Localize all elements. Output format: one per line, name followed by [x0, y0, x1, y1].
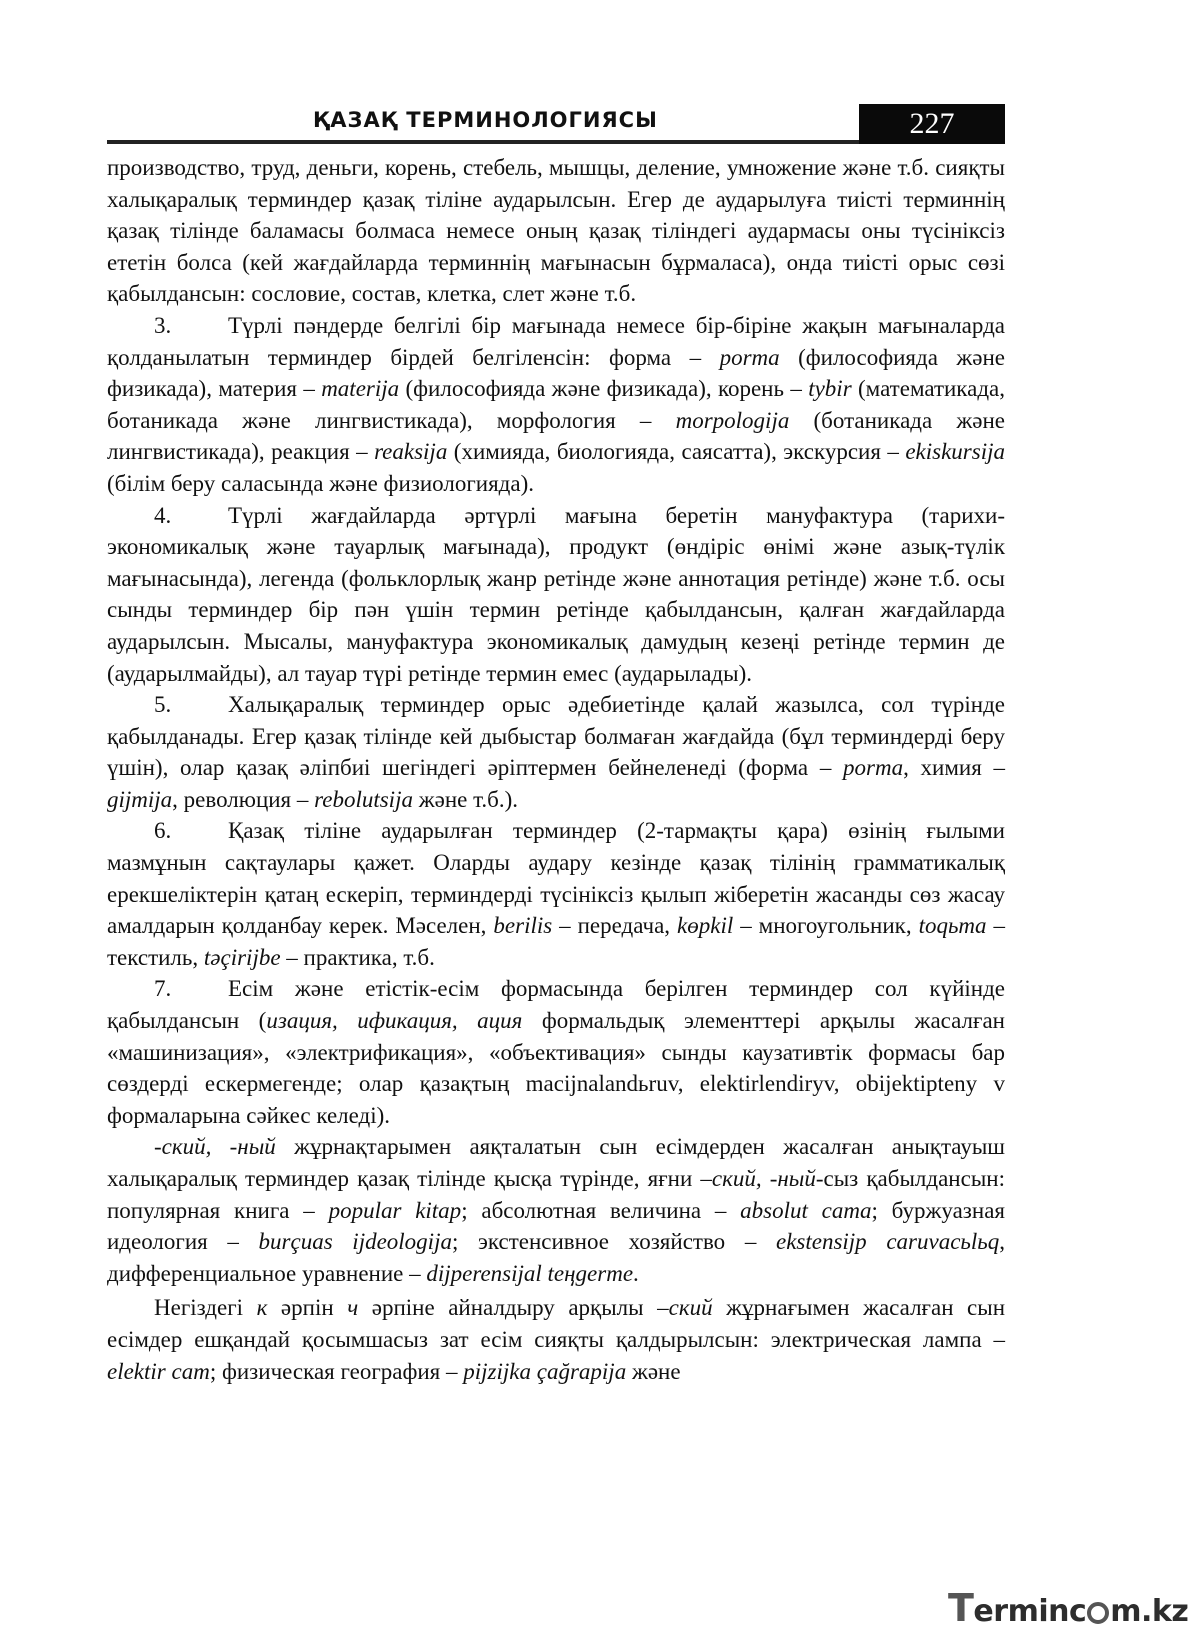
body-text — [107, 152, 1005, 1387]
paragraph-letter-rule: Негіздегі к әрпін ч әрпіне айналдыру арқылы –ский жұрнағымен жасалған сын есімдер ешқандай қосымшасыз зат есім сияқты қалдырылсын: электрическая лампа – elektir cam; физическая география – pijzijka çağrapija және — [107, 1295, 1006, 1384]
site-watermark: Terminc m.kz — [948, 1586, 1188, 1630]
item-number: 3. — [154, 312, 172, 338]
paragraph-continued: производство, труд, деньги, корень, стебель, мышцы, деление, умножение және т.б. сияқты халықаралық терминдер қазақ тіліне аударылсын. Егер де аударылуға тиісті терминнің қазақ тілінде баламасы болмаса немесе оның қазақ тіліндегі аудармасы оны түсініксіз ететін болса (кей жағдайларда терминнің мағынасын бұрмаласа), онда тиісті орыс сөзі қабылдансын: сословие, состав, клетка, слет және т.б. — [107, 155, 1005, 307]
paragraph-item-5: 5. Халықаралық терминдер орыс әдебиетінде қалай жазылса, сол түрінде қабылданады. Егер қазақ тілінде кей дыбыстар болмаған жағдайда (бұл терминдерді беру үшін), олар қазақ әліпбиі шегіндегі әріптермен бейнеленеді (форма – porma, химия – gijmija, революция – rebolutsija және т.б.). — [107, 689, 1005, 815]
page-number: 227 — [859, 104, 1005, 144]
header-title: ҚАЗАҚ ТЕРМИНОЛОГИЯСЫ — [313, 108, 658, 132]
running-header — [107, 104, 1005, 146]
item-number: 6. — [154, 818, 172, 844]
paragraph-item-4: 4. Түрлі жағдайларда әртүрлі мағына беретін мануфактура (тарихи-экономикалық және тауарлық мағынада), продукт (өндіріс өнімі және азық-түлік мағынасында), легенда (фольклорлық жанр ретінде және аннотация ретінде) және т.б. осы сынды терминдер бір пән үшін термин ретінде қабылдансын, қалған жағдайларда аударылсын. Мысалы, мануфактура экономикалық дамудың кезеңі ретінде термин де (аударылмайды), ал тауар түрі ретінде термин емес (аударылады). — [107, 500, 1005, 690]
paragraph-suffix-rule: -ский, -ный жұрнақтарымен аяқталатын сын есімдерден жасалған анықтауыш халықаралық терминдер қазақ тілінде қысқа түрінде, яғни –ский, -ный-сыз қабылдансын: популярная книга – popular kitap; абсолютная величина – absolut cama; буржуазная идеология – burçuas ijdeologija; экстенсивное хозяйство – ekstensijp caruvacьlьq, дифференциальное уравнение – dijperensijal teңgerme. — [107, 1134, 1005, 1286]
item-number: 7. — [154, 976, 172, 1002]
circle-o-icon — [1087, 1602, 1109, 1624]
item-number: 4. — [154, 502, 172, 528]
item-number: 5. — [154, 692, 172, 718]
header-rule — [107, 140, 860, 144]
paragraph-item-7: 7. Есім және етістік-есім формасында берілген терминдер сол күйінде қабылдансын (изация, ификация, ация формальдық элементтері арқылы жасалған «машинизация», «электрификация», «объективация» сынды каузативтік формасы бар сөздерді ескермегенде; олар қазақтың macijnalandьruv, elektirlendiryv, obijektipteny v формаларына сәйкес келеді). — [107, 973, 1005, 1131]
paragraph-item-3: 3. Түрлі пәндерде белгілі бір мағынада немесе бір-біріне жақын мағыналарда қолданылатын терминдер бірдей белгіленсін: форма – porma (философияда және физикада), материя – materija (философияда және физикада), корень – tybir (математикада, ботаникада және лингвистикада), морфология – morpologija (ботаникада және лингвистикада), реакция – reaksija (химияда, биологияда, саясатта), экскурсия – ekiskursija (білім беру саласында және физиологияда). — [107, 310, 1005, 500]
paragraph-item-6: 6. Қазақ тіліне аударылған терминдер (2-тармақты қара) өзінің ғылыми мазмұнын сақтаулары қажет. Оларды аудару кезінде қазақ тілінің грамматикалық ерекшеліктерін қатаң ескеріп, терминдерді түсініксіз қылып жіберетін жасанды сөз жасау амалдарын қолданбау керек. Мәселен, berilis – передача, kөpkil – многоугольник, toqьma – текстиль, təçirijbe – практика, т.б. — [107, 815, 1005, 973]
